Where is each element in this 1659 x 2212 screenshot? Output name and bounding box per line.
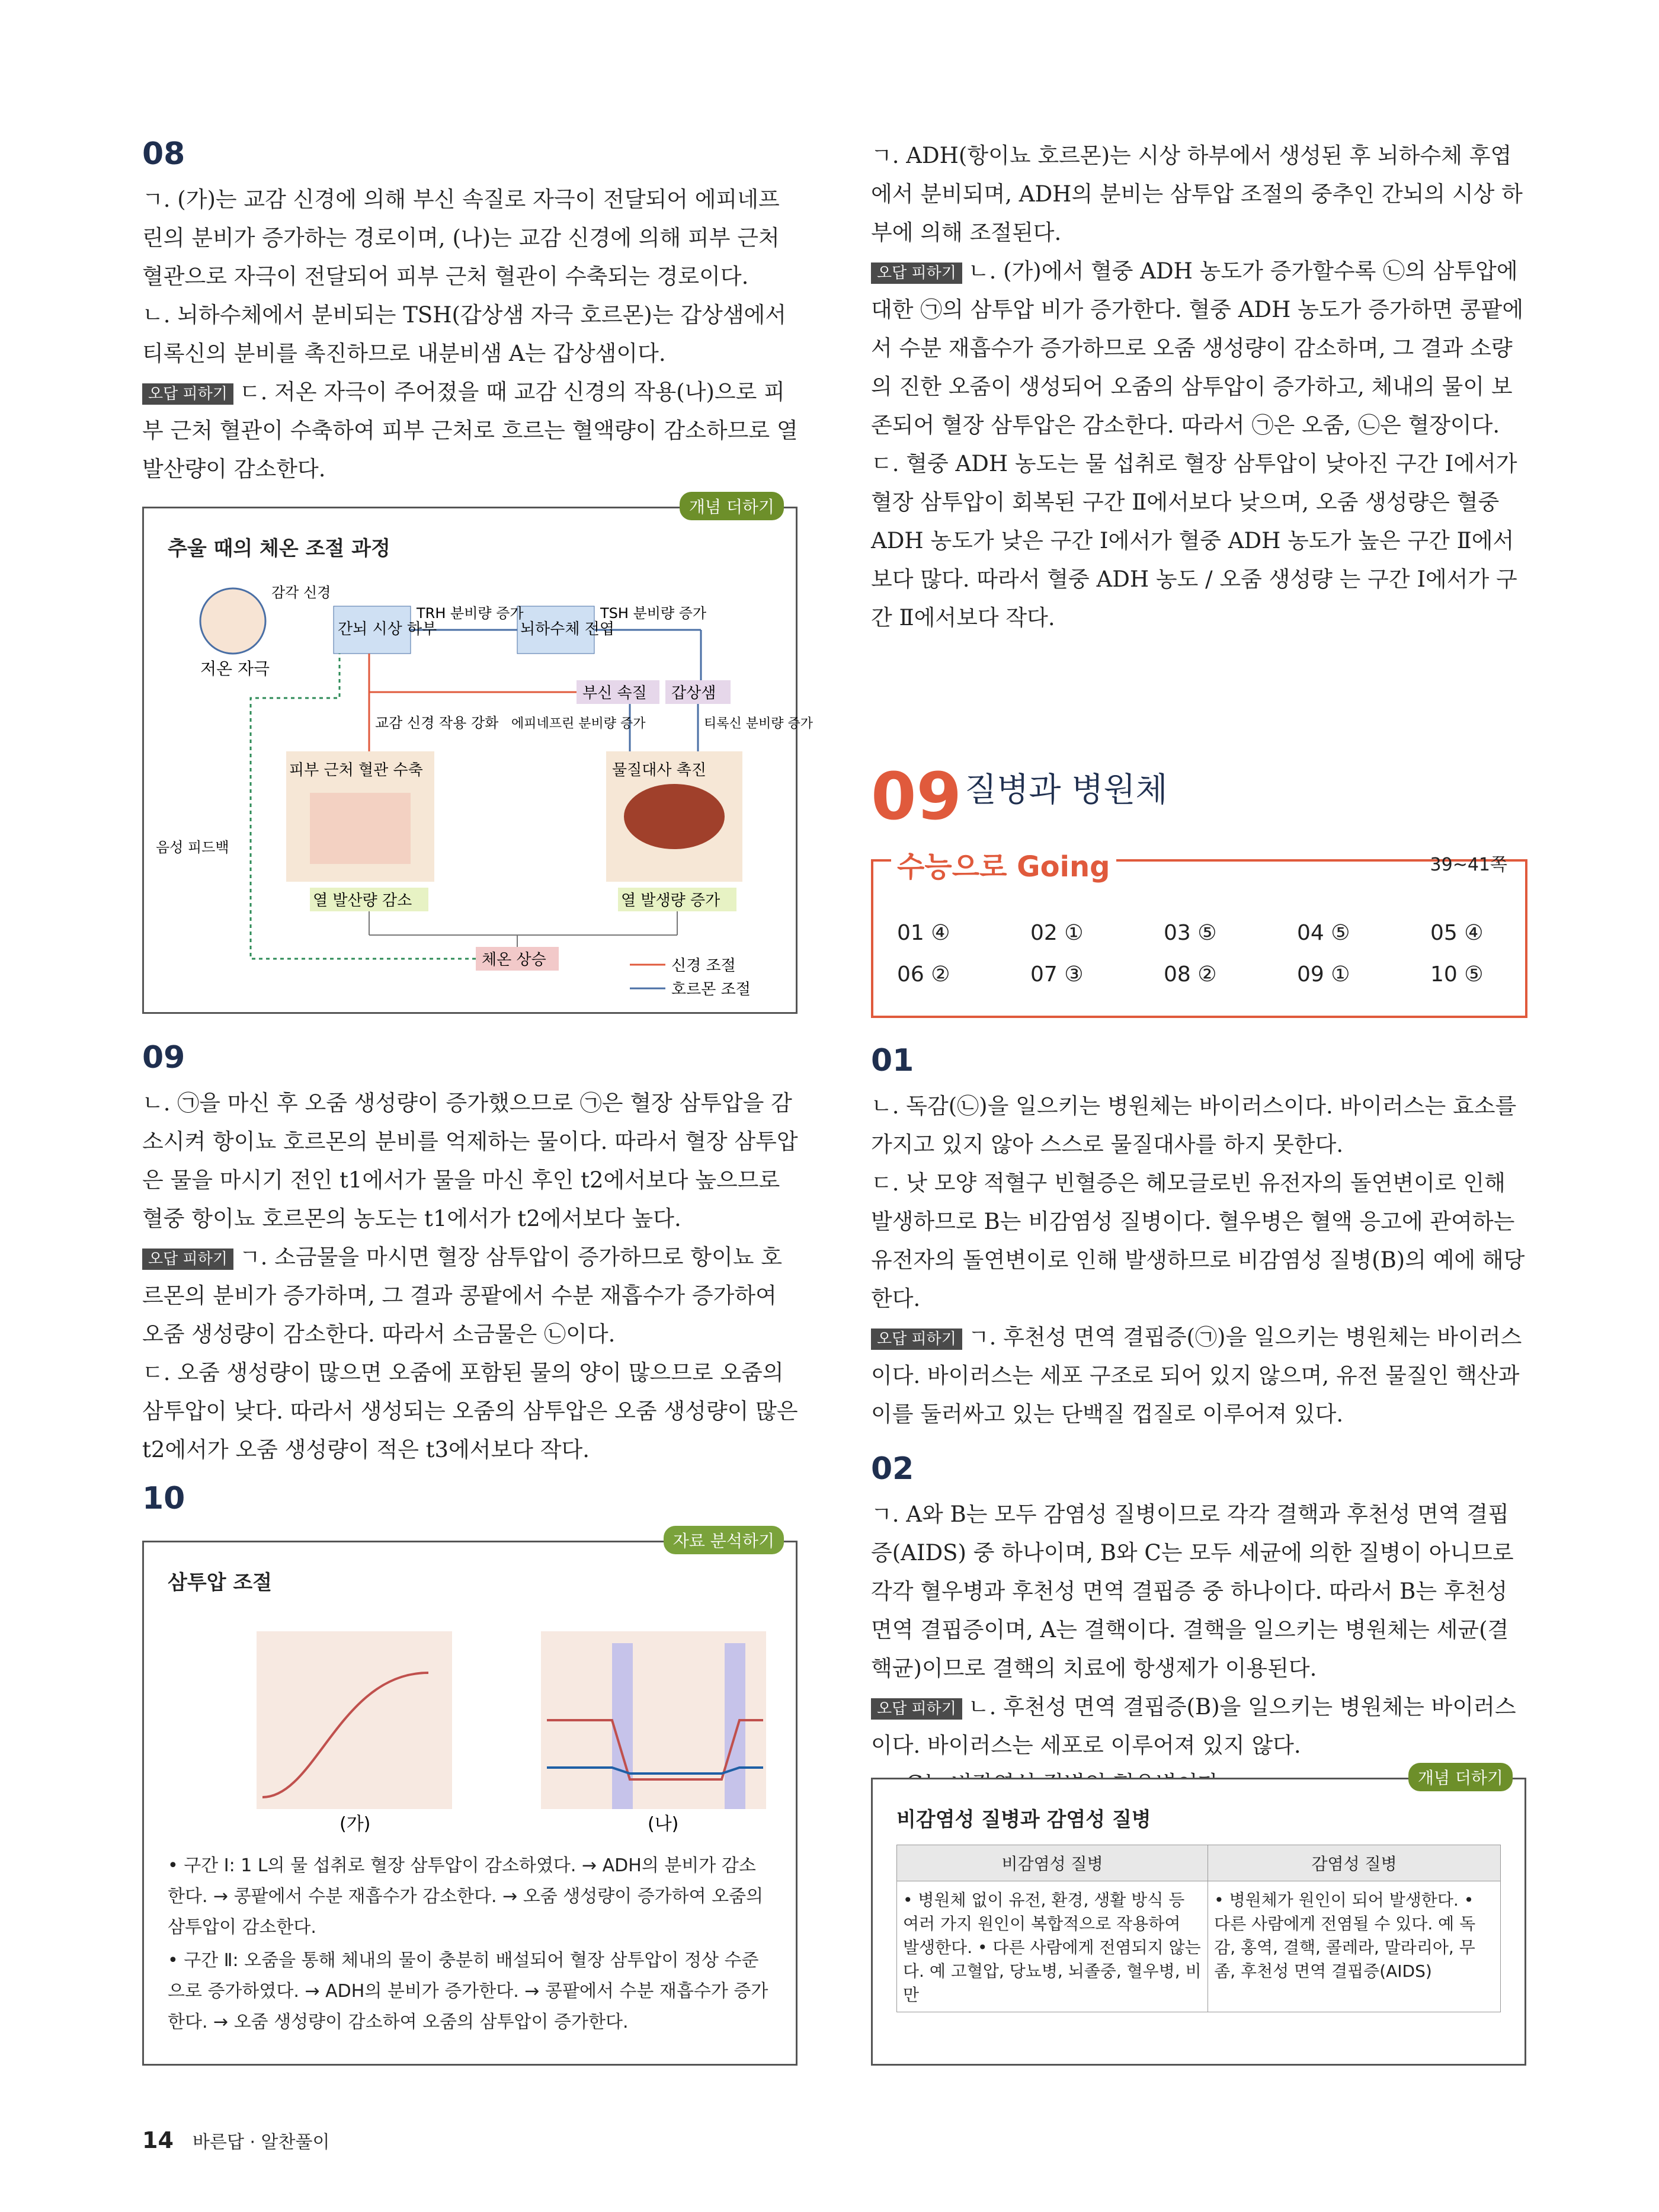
legend-neural: 신경 조절 [671,957,736,975]
label-adrenal: 부신 속질 [582,684,647,702]
s02-p1: ㄱ. A와 B는 모두 감염성 질병이므로 각각 결핵과 후천성 면역 결핍증(AIDS) 중 하나이며, B와 C는 모두 세균에 의한 질병이 아니므로 각각 혈우병과 후천성 면역 결핍증 중 하나이다. 따라서 B는 후천성 면역 결핍증이며, A는 결핵이다. 결핵을 일으키는 병원체는 세균(결핵균)이므로 결핵의 치료에 항생제가 이용된다. [871,1502,1514,1681]
box1-title: 추울 때의 체온 조절 과정 [168,537,390,561]
label-sympathetic: 교감 신경 작용 강화 [375,715,499,731]
going-box [871,850,1527,1018]
label-heat-gen: 열 발생량 증가 [621,892,720,910]
label-feedback: 음성 피드백 [156,839,229,856]
label-vasoconstriction: 피부 근처 혈관 수축 [289,761,423,779]
footer [142,2127,329,2153]
section-number: 09 [871,758,962,834]
q08-p1: ㄱ. (가)는 교감 신경에 의해 부신 속질로 자극이 전달되어 에피네프린의 분비가 증가하는 경로이며, (나)는 교감 신경에 의해 피부 근처 혈관으로 자극이 전달되어 피부 근처 혈관이 수축되는 경로이다. [142,187,780,289]
answer: 09 ① [1297,962,1350,987]
s02-number: 02 [871,1451,914,1487]
analysis-bullet-2: • 구간 Ⅱ: 오줌을 통해 체내의 물이 충분히 배설되어 혈장 삼투압이 정상 수준으로 증가하였다. → ADH의 분비가 증가한다. → 콩팥에서 수분 재흡수가 증가한다. → 오줌 생성량이 감소하여 오줌의 삼투압이 증가한다. [168,1950,768,2032]
q09-tag: 오답 피하기 [142,1249,233,1270]
q09-p3: ㄷ. 오줌 생성량이 많으면 오줌에 포함된 물의 양이 많으므로 오줌의 삼투압이 낮다. 따라서 생성되는 오줌의 삼투압은 오줌 생성량이 많은 t2에서가 오줌 생성량이 적은 t3에서보다 작다. [142,1360,798,1462]
table-cell: • 병원체 없이 유전, 환경, 생활 방식 등 여러 가지 원인이 복합적으로 작용하여 발생한다. • 다른 사람에게 전염되지 않는다. 예 고혈압, 당뇨병, 뇌졸중, 혈우병, 비만 [897,1881,1208,2012]
answer: 06 ② [897,962,950,987]
going-title: 수능으로 Going [891,844,1116,885]
r08-p3: ㄷ. 혈중 ADH 농도는 물 섭취로 혈장 삼투압이 낮아진 구간 Ⅰ에서가 혈장 삼투압이 회복된 구간 Ⅱ에서보다 낮으며, 오줌 생성량은 혈중 ADH 농도가 낮은 구간 Ⅰ에서가 혈중 ADH 농도가 높은 구간 Ⅱ에서보다 많다. 따라서 혈중 ADH 농도 / 오줌 생성량 는 구간 Ⅰ에서가 구간 Ⅱ에서보다 작다. [871,451,1517,630]
concept-tag-1: 개념 더하기 [680,492,784,520]
s01-block [871,1043,1529,1803]
label-tsh: TSH 분비량 증가 [600,605,707,622]
box3-title: 비감염성 질병과 감염성 질병 [896,1808,1151,1832]
q08-p3: ㄷ. 저온 자극이 주어졌을 때 교감 신경의 작용(나)으로 피부 근처 혈관이 수축하여 피부 근처로 흐르는 혈액량이 감소하므로 열 발산량이 감소한다. [142,379,798,482]
analysis-bullet-1: • 구간 Ⅰ: 1 L의 물 섭취로 혈장 삼투압이 감소하였다. → ADH의 분비가 감소한다. → 콩팥에서 수분 재흡수가 감소한다. → 오줌 생성량이 증가하여 오줌의 삼투압이 감소한다. [168,1855,764,1938]
s01-p2: ㄷ. 낫 모양 적혈구 빈혈증은 헤모글로빈 유전자의 돌연변이로 인해 발생하므로 B는 비감염성 질병이다. 혈우병은 혈액 응고에 관여하는 유전자의 돌연변이로 인해 발생하므로 비감염성 질병(B)의 예에 해당한다. [871,1170,1525,1311]
label-pituitary: 뇌하수체 전엽 [520,620,614,638]
label-sensory: 감각 신경 [271,584,331,601]
left-column [142,136,800,488]
q08-tag: 오답 피하기 [142,383,233,405]
page-number: 14 [142,2127,174,2153]
section-heading [871,758,1168,834]
answer: 08 ② [1164,962,1217,987]
concept-box-2 [871,1768,1526,2066]
label-ga: (가) [340,1814,371,1835]
disease-table [896,1845,1501,2012]
q08-p2: ㄴ. 뇌하수체에서 분비되는 TSH(갑상샘 자극 호르몬)는 갑상샘에서 티록신의 분비를 촉진하므로 내분비샘 A는 갑상샘이다. [142,302,787,366]
s01-tag: 오답 피하기 [871,1329,962,1350]
concept-box-1 [142,497,814,1014]
s01-p3: ㄱ. 후천성 면역 결핍증(㉠)을 일으키는 병원체는 바이러스이다. 바이러스는 세포 구조로 되어 있지 않으며, 유전 물질인 핵산과 이를 둘러싸고 있는 단백질 껍질로 이루어져 있다. [871,1324,1522,1427]
osmotic-charts [162,1608,778,1833]
analysis-tag: 자료 분석하기 [664,1526,784,1554]
analysis-box [142,1531,798,2066]
label-hypothalamus: 간뇌 시상 하부 [338,620,437,638]
q09-block [142,1040,800,1525]
q09-p2: ㄱ. 소금물을 마시면 혈장 삼투압이 증가하므로 항이뇨 호르몬의 분비가 증가하며, 그 결과 콩팥에서 수분 재흡수가 증가하여 오줌 생성량이 감소한다. 따라서 소금물은 ㉡이다. [142,1244,783,1347]
q09-p1: ㄴ. ㉠을 마신 후 오줌 생성량이 증가했으므로 ㉠은 혈장 삼투압을 감소시켜 항이뇨 호르몬의 분비를 억제하는 물이다. 따라서 혈장 삼투압은 물을 마시기 전인 t1에서가 물을 마신 후인 t2에서보다 높으므로 혈중 항이뇨 호르몬의 농도는 t1에서가 t2에서보다 높다. [142,1090,798,1231]
s01-number: 01 [871,1043,914,1078]
answer: 02 ① [1030,921,1084,945]
answer: 07 ③ [1030,962,1084,987]
answer: 05 ④ [1430,921,1484,945]
q08-number: 08 [142,136,185,172]
label-thyroxine: 티록신 분비량 증가 [704,716,814,731]
legend-hormonal: 호르몬 조절 [671,981,751,998]
label-heat-loss: 열 발산량 감소 [313,892,412,910]
r08-p2: ㄴ. (가)에서 혈중 ADH 농도가 증가할수록 ㉡의 삼투압에 대한 ㉠의 삼투압 비가 증가한다. 혈중 ADH 농도가 증가하면 콩팥에서 수분 재흡수가 증가하므로 오줌 생성량이 감소하며, 그 결과 소량의 진한 오줌이 생성되어 오줌의 삼투압이 증가하고, 체내의 물이 보존되어 혈장 삼투압은 감소한다. 따라서 ㉠은 오줌, ㉡은 혈장이다. [871,258,1524,438]
table-header: 비감염성 질병 [897,1845,1208,1881]
box2-title: 삼투압 조절 [168,1571,273,1595]
section-title: 질병과 병원체 [965,771,1168,809]
thermo-diagram [144,556,814,1006]
label-cold: 저온 자극 [200,659,270,678]
answer: 03 ⑤ [1164,921,1217,945]
answer: 04 ⑤ [1297,921,1350,945]
label-na: (나) [648,1814,679,1835]
label-trh: TRH 분비량 증가 [417,605,524,622]
label-metabolism: 물질대사 촉진 [612,761,706,779]
table-cell: • 병원체가 원인이 되어 발생한다. • 다른 사람에게 전염될 수 있다. 예 독감, 홍역, 결핵, 콜레라, 말라리아, 무좀, 후천성 면역 결핍증(AIDS) [1208,1881,1501,2012]
footer-text: 바른답 · 알찬풀이 [192,2132,330,2153]
label-temp-rise: 체온 상승 [482,951,546,969]
going-pages: 39~41쪽 [1430,854,1507,875]
answer: 10 ⑤ [1430,962,1484,987]
concept-tag-2: 개념 더하기 [1408,1763,1513,1791]
q10-number: 10 [142,1481,185,1516]
s01-p1: ㄴ. 독감(㉡)을 일으키는 병원체는 바이러스이다. 바이러스는 효소를 가지고 있지 않아 스스로 물질대사를 하지 못한다. [871,1093,1517,1157]
q09-number: 09 [142,1040,185,1075]
s02-p2: ㄴ. 후천성 면역 결핍증(B)을 일으키는 병원체는 바이러스이다. 바이러스는 세포로 이루어져 있지 않다. [871,1694,1516,1758]
r08-tag: 오답 피하기 [871,263,962,284]
right-column [871,136,1529,637]
s02-tag: 오답 피하기 [871,1698,962,1720]
r08-p1: ㄱ. ADH(항이뇨 호르몬)는 시상 하부에서 생성된 후 뇌하수체 후엽에서 분비되며, ADH의 분비는 삼투압 조절의 중추인 간뇌의 시상 하부에 의해 조절된다. [871,143,1523,245]
answer: 01 ④ [897,921,950,945]
table-header: 감염성 질병 [1208,1845,1501,1881]
label-thyroid: 갑상샘 [671,684,716,702]
label-epinephrine: 에피네프린 분비량 증가 [511,716,646,731]
